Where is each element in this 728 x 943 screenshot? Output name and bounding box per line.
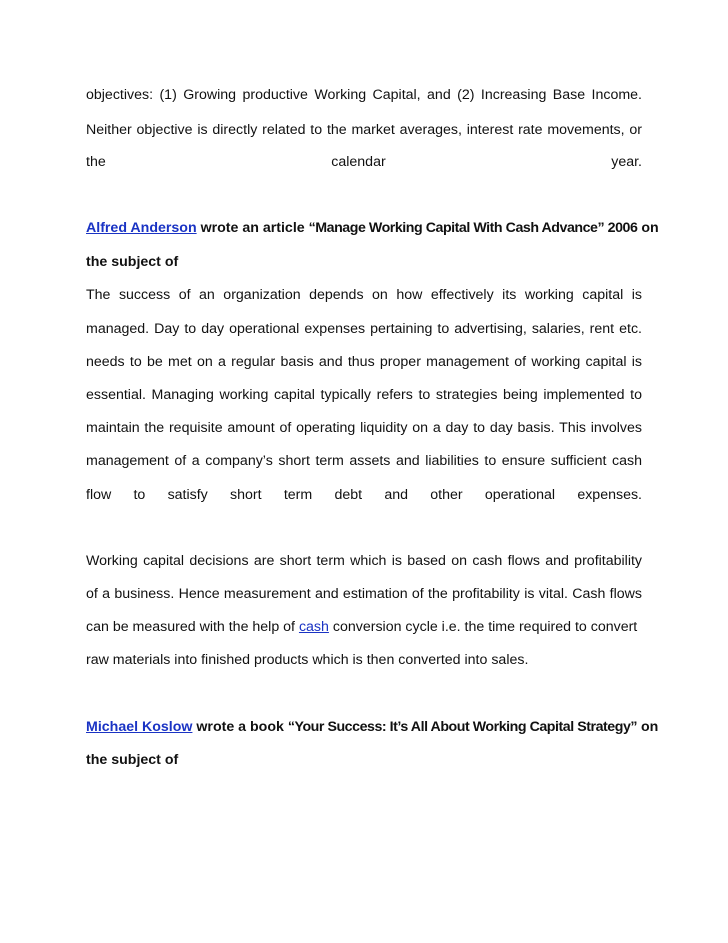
reference-alfred-anderson (86, 219, 659, 237)
ref2-on: on (641, 719, 659, 735)
ref1-subject: the subject of (86, 254, 179, 270)
para2-line1: The success of an organization depends on how effectively its working capital is (86, 287, 642, 303)
para2-line5: maintain the requisite amount of operating liquidity on a day to day basis. This involves (86, 420, 642, 436)
para2-line6: management of a company’s short term assets and liabilities to ensure sufficient cash (86, 453, 642, 469)
para3-line1: Working capital decisions are short term which is based on cash flows and profitability (86, 553, 642, 569)
ref2-verb: wrote a book (196, 719, 284, 735)
para3-line3-after: conversion cycle i.e. the time required to convert (328, 619, 638, 635)
para3-line4: raw materials into finished products which is then converted into sales. (86, 652, 529, 668)
ref1-on: on (641, 220, 659, 236)
para3-line3 (86, 618, 642, 636)
para2-line7: flow to satisfy short term debt and other operational expenses. (86, 487, 642, 503)
cash-link[interactable]: cash (298, 619, 329, 635)
ref1-title: “Manage Working Capital With Cash Advance” 2006 (308, 220, 638, 236)
ref2-subject: the subject of (86, 752, 179, 768)
para3-line3-before: can be measured with the help of (86, 619, 299, 635)
ref1-verb: wrote an article (200, 220, 305, 236)
para3-line2: of a business. Hence measurement and estimation of the profitability is vital. Cash flows (86, 586, 642, 602)
para1-line2: Neither objective is directly related to the market averages, interest rate movements, or (86, 122, 642, 138)
para1-line3: the calendar year. (86, 154, 642, 170)
ref2-title: “Your Success: It’s All About Working Capital Strategy” (287, 719, 638, 735)
author-link-michael-koslow[interactable]: Michael Koslow (86, 719, 193, 735)
para2-line3: needs to be met on a regular basis and thus proper management of working capital is (86, 354, 642, 370)
author-link-alfred-anderson[interactable]: Alfred Anderson (86, 220, 197, 236)
para2-line2: managed. Day to day operational expenses pertaining to advertising, salaries, rent etc. (86, 321, 642, 337)
reference-michael-koslow (86, 718, 659, 736)
para1-line1: objectives: (1) Growing productive Working Capital, and (2) Increasing Base Income. (86, 87, 642, 103)
para2-line4: essential. Managing working capital typically refers to strategies being implemented to (86, 387, 642, 403)
